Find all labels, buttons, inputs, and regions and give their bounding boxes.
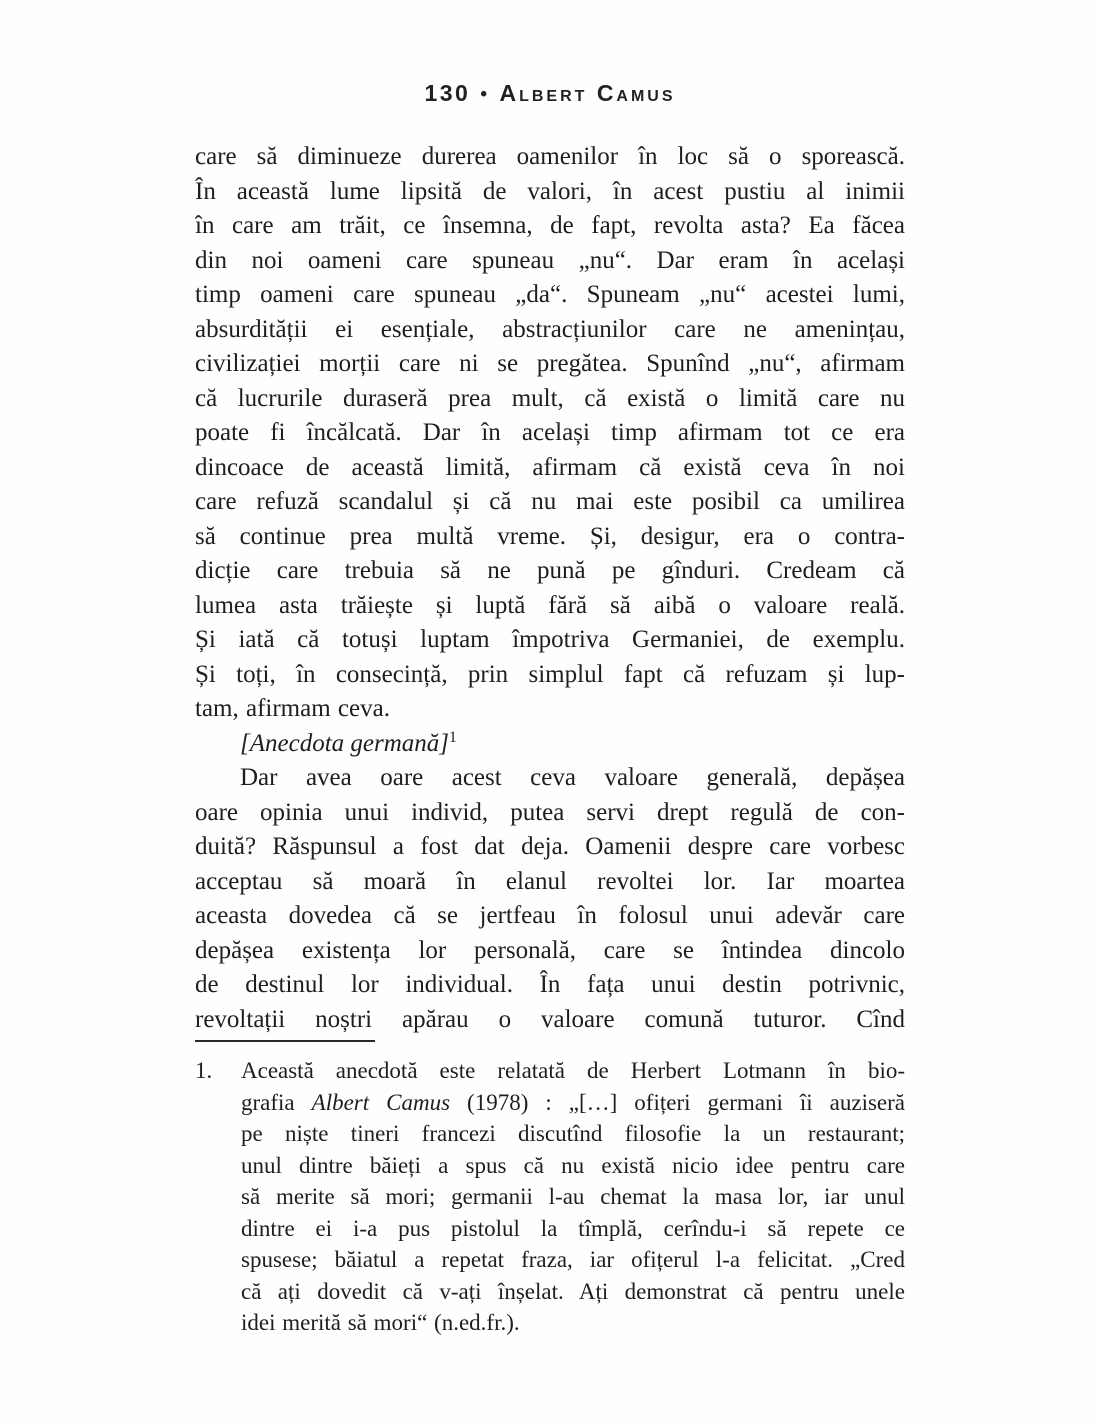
text-line: de destinul lor individual. În fața unui destin potrivnic, [195, 971, 905, 998]
text-line: spusese; băiatul a repetat fraza, iar ofițerul l-a felicitat. „Cred [241, 1247, 905, 1272]
running-title: Albert Camus [499, 80, 676, 106]
text-line: că lucrurile duraseră prea mult, că există o limită care nu [195, 384, 905, 412]
text-line: lumea asta trăiește și luptă fără să aibă o valoare reală. [195, 591, 905, 619]
text-line: să merite să mori; germanii l-au chemat la masa lor, iar unul [241, 1184, 905, 1209]
running-header [0, 80, 1100, 107]
section-heading [195, 727, 905, 762]
text-line: Dar avea oare acest ceva valoare generală, depășea [240, 764, 905, 791]
footnote-reference: 1 [449, 728, 457, 746]
footnote-marker: 1. [195, 1058, 213, 1083]
text-line: în care am trăit, ce însemna, de fapt, revolta asta? Ea făcea [195, 212, 905, 239]
text-line: care să diminueze durerea oamenilor în loc să o sporească. [195, 143, 905, 170]
text-line: revoltații noștri apărau o valoare comună tuturor. Cînd [195, 1005, 905, 1033]
footnote-text [241, 1055, 905, 1339]
text-line: Această anecdotă este relatată de Herbert Lotmann în bio- [241, 1058, 905, 1083]
text-line: aceasta dovedea că se jertfeau în folosul unui adevăr care [195, 902, 905, 929]
bullet-separator-icon: • [480, 84, 490, 105]
text-line: poate fi încălcată. Dar în același timp afirmam tot ce era [195, 419, 905, 446]
paragraph-2 [195, 761, 905, 1037]
text-line: Și toți, în consecință, prin simplul fapt că refuzam și lup- [195, 660, 905, 688]
body-text [195, 140, 905, 1037]
section-heading-text: [Anecdota germană] [240, 729, 449, 757]
text-line: oare opinia unui individ, putea servi drept regulă de con- [195, 798, 905, 826]
text-line: pe niște tineri francezi discutînd filosofie la un restaurant; [241, 1121, 905, 1146]
paragraph-1 [195, 140, 905, 727]
text-line: tam, afirmam ceva. [195, 695, 390, 722]
text-line: idei merită să mori“ (n.ed.fr.). [241, 1310, 520, 1335]
text-line: grafia Albert Camus (1978) : „[…] ofițeri germani îi auziseră [241, 1089, 905, 1115]
text-line: Și iată că totuși luptam împotriva Germaniei, de exemplu. [195, 626, 905, 653]
text-line: care refuză scandalul și că nu mai este posibil ca umilirea [195, 488, 905, 515]
text-line: acceptau să moară în elanul revoltei lor. Iar moartea [195, 867, 905, 895]
text-line: duită? Răspunsul a fost dat deja. Oamenii despre care vorbesc [195, 833, 905, 860]
text-line: absurdității ei esențiale, abstracțiunilor care ne amenințau, [195, 315, 905, 343]
footnote [195, 1040, 905, 1339]
text-line: din noi oameni care spuneau „nu“. Dar eram în același [195, 246, 905, 274]
text-line: dicție care trebuia să ne pună pe gînduri. Credeam că [195, 557, 905, 584]
text-line: să continue prea multă vreme. Și, desigur, era o contra- [195, 522, 905, 550]
text-line: depășea existența lor personală, care se întindea dincolo [195, 936, 905, 964]
page-number: 130 [424, 80, 471, 106]
text-line: dintre ei i-a pus pistolul la tîmplă, cerîndu-i să repete ce [241, 1215, 905, 1241]
text-line: că ați dovedit că v-ați înșelat. Ați demonstrat că pentru unele [241, 1278, 905, 1304]
text-line: timp oameni care spuneau „da“. Spuneam „nu“ acestei lumi, [195, 281, 905, 308]
footnote-divider [195, 1040, 375, 1042]
text-line: unul dintre băieți a spus că nu există nicio idee pentru care [241, 1152, 905, 1178]
text-line: dincoace de această limită, afirmam că există ceva în noi [195, 453, 905, 481]
text-line: civilizației morții care ni se pregătea. Spunînd „nu“, afirmam [195, 350, 905, 377]
text-line: În această lume lipsită de valori, în acest pustiu al inimii [195, 177, 905, 205]
footnote-body [195, 1055, 905, 1339]
